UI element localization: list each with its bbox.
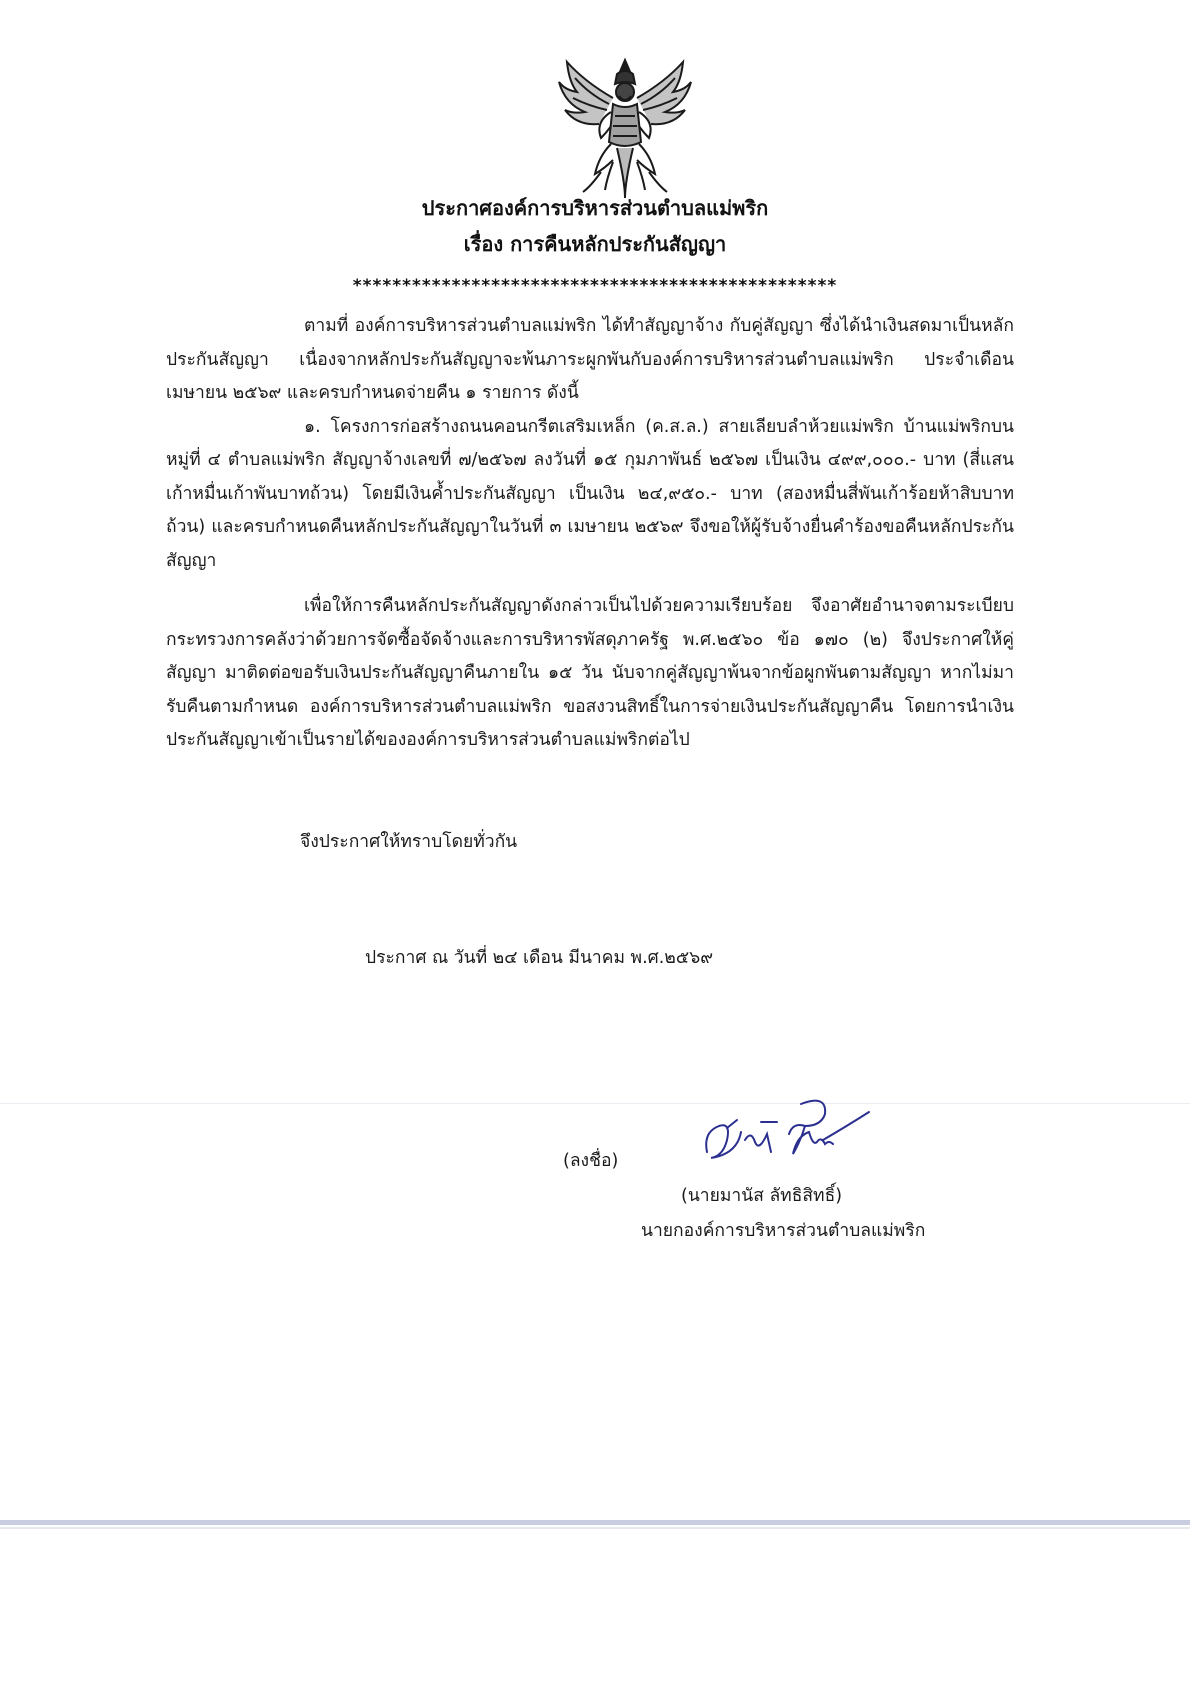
intro-paragraph: ตามที่ องค์การบริหารส่วนตำบลแม่พริก ได้ทำสัญญาจ้าง กับคู่สัญญา ซึ่งได้นำเงินสดมาเป็นหลักประกันสัญญา เนื่องจากหลักประกันสัญญาจะพ้นภาระผูกพันกับองค์การบริหารส่วนตำบลแม่พริก ประจำเดือน เมษายน ๒๕๖๙ และครบกำหนดจ่ายคืน ๑ รายการ ดังนี้ — [166, 316, 1014, 403]
announcement-date: ประกาศ ณ วันที่ ๒๔ เดือน มีนาคม พ.ศ.๒๕๖๙ — [365, 948, 714, 968]
title-line-1: ประกาศองค์การบริหารส่วนตำบลแม่พริก — [421, 196, 769, 220]
item-1-paragraph: ๑. โครงการก่อสร้างถนนคอนกรีตเสริมเหล็ก (ค.ส.ล.) สายเลียบลำห้วยแม่พริก บ้านแม่พริกบน หมู่ที่ ๔ ตำบลแม่พริก สัญญาจ้างเลขที่ ๗/๒๕๖๗ ลงวันที่ ๑๕ กุมภาพันธ์ ๒๕๖๗ เป็นเงิน ๔๙๙,๐๐๐.- บาท (สี่แสนเก้าหมื่นเก้าพันบาทถ้วน) โดยมีเงินค้ำประกันสัญญา เป็นเงิน ๒๔,๙๕๐.- บาท (สองหมื่นสี่พันเก้าร้อยห้าสิบบาทถ้วน) และครบกำหนดคืนหลักประกันสัญญาในวันที่ ๓ เมษายน ๒๕๖๙ จึงขอให้ผู้รับจ้างยื่นคำร้องขอคืนหลักประกันสัญญา — [166, 416, 1014, 571]
signatory-name: (นายมานัส ลัทธิสิทธิ์) — [681, 1186, 843, 1206]
title-separator: ************************************************* — [352, 276, 838, 296]
handwritten-signature — [697, 1092, 872, 1172]
title-line-2: เรื่อง การคืนหลักประกันสัญญา — [463, 232, 727, 256]
purpose-paragraph: เพื่อให้การคืนหลักประกันสัญญาดังกล่าวเป็นไปด้วยความเรียบร้อย จึงอาศัยอำนาจตามระเบียบกระทรวงการคลังว่าด้วยการจัดซื้อจัดจ้างและการบริหารพัสดุภาครัฐ พ.ศ.๒๕๖๐ ข้อ ๑๗๐ (๒) จึงประกาศให้คู่สัญญา มาติดต่อขอรับเงินประกันสัญญาคืนภายใน ๑๕ วัน นับจากคู่สัญญาพ้นจากข้อผูกพันตามสัญญา หากไม่มารับคืนตามกำหนด องค์การบริหารส่วนตำบลแม่พริก ขอสงวนสิทธิ์ในการจ่ายเงินประกันสัญญาคืน โดยการนำเงินประกันสัญญาเข้าเป็นรายได้ขององค์การบริหารส่วนตำบลแม่พริกต่อไป — [166, 596, 1014, 750]
signatory-position: นายกองค์การบริหารส่วนตำบลแม่พริก — [641, 1221, 926, 1241]
signature-label: (ลงชื่อ) — [563, 1151, 619, 1171]
announcement-body — [166, 310, 1014, 758]
closing-statement: จึงประกาศให้ทราบโดยทั่วกัน — [300, 832, 518, 852]
scan-edge-band — [0, 1520, 1190, 1525]
garuda-emblem — [555, 52, 695, 202]
scan-edge-band-light — [0, 1527, 1190, 1529]
page-divider — [0, 1103, 1190, 1104]
